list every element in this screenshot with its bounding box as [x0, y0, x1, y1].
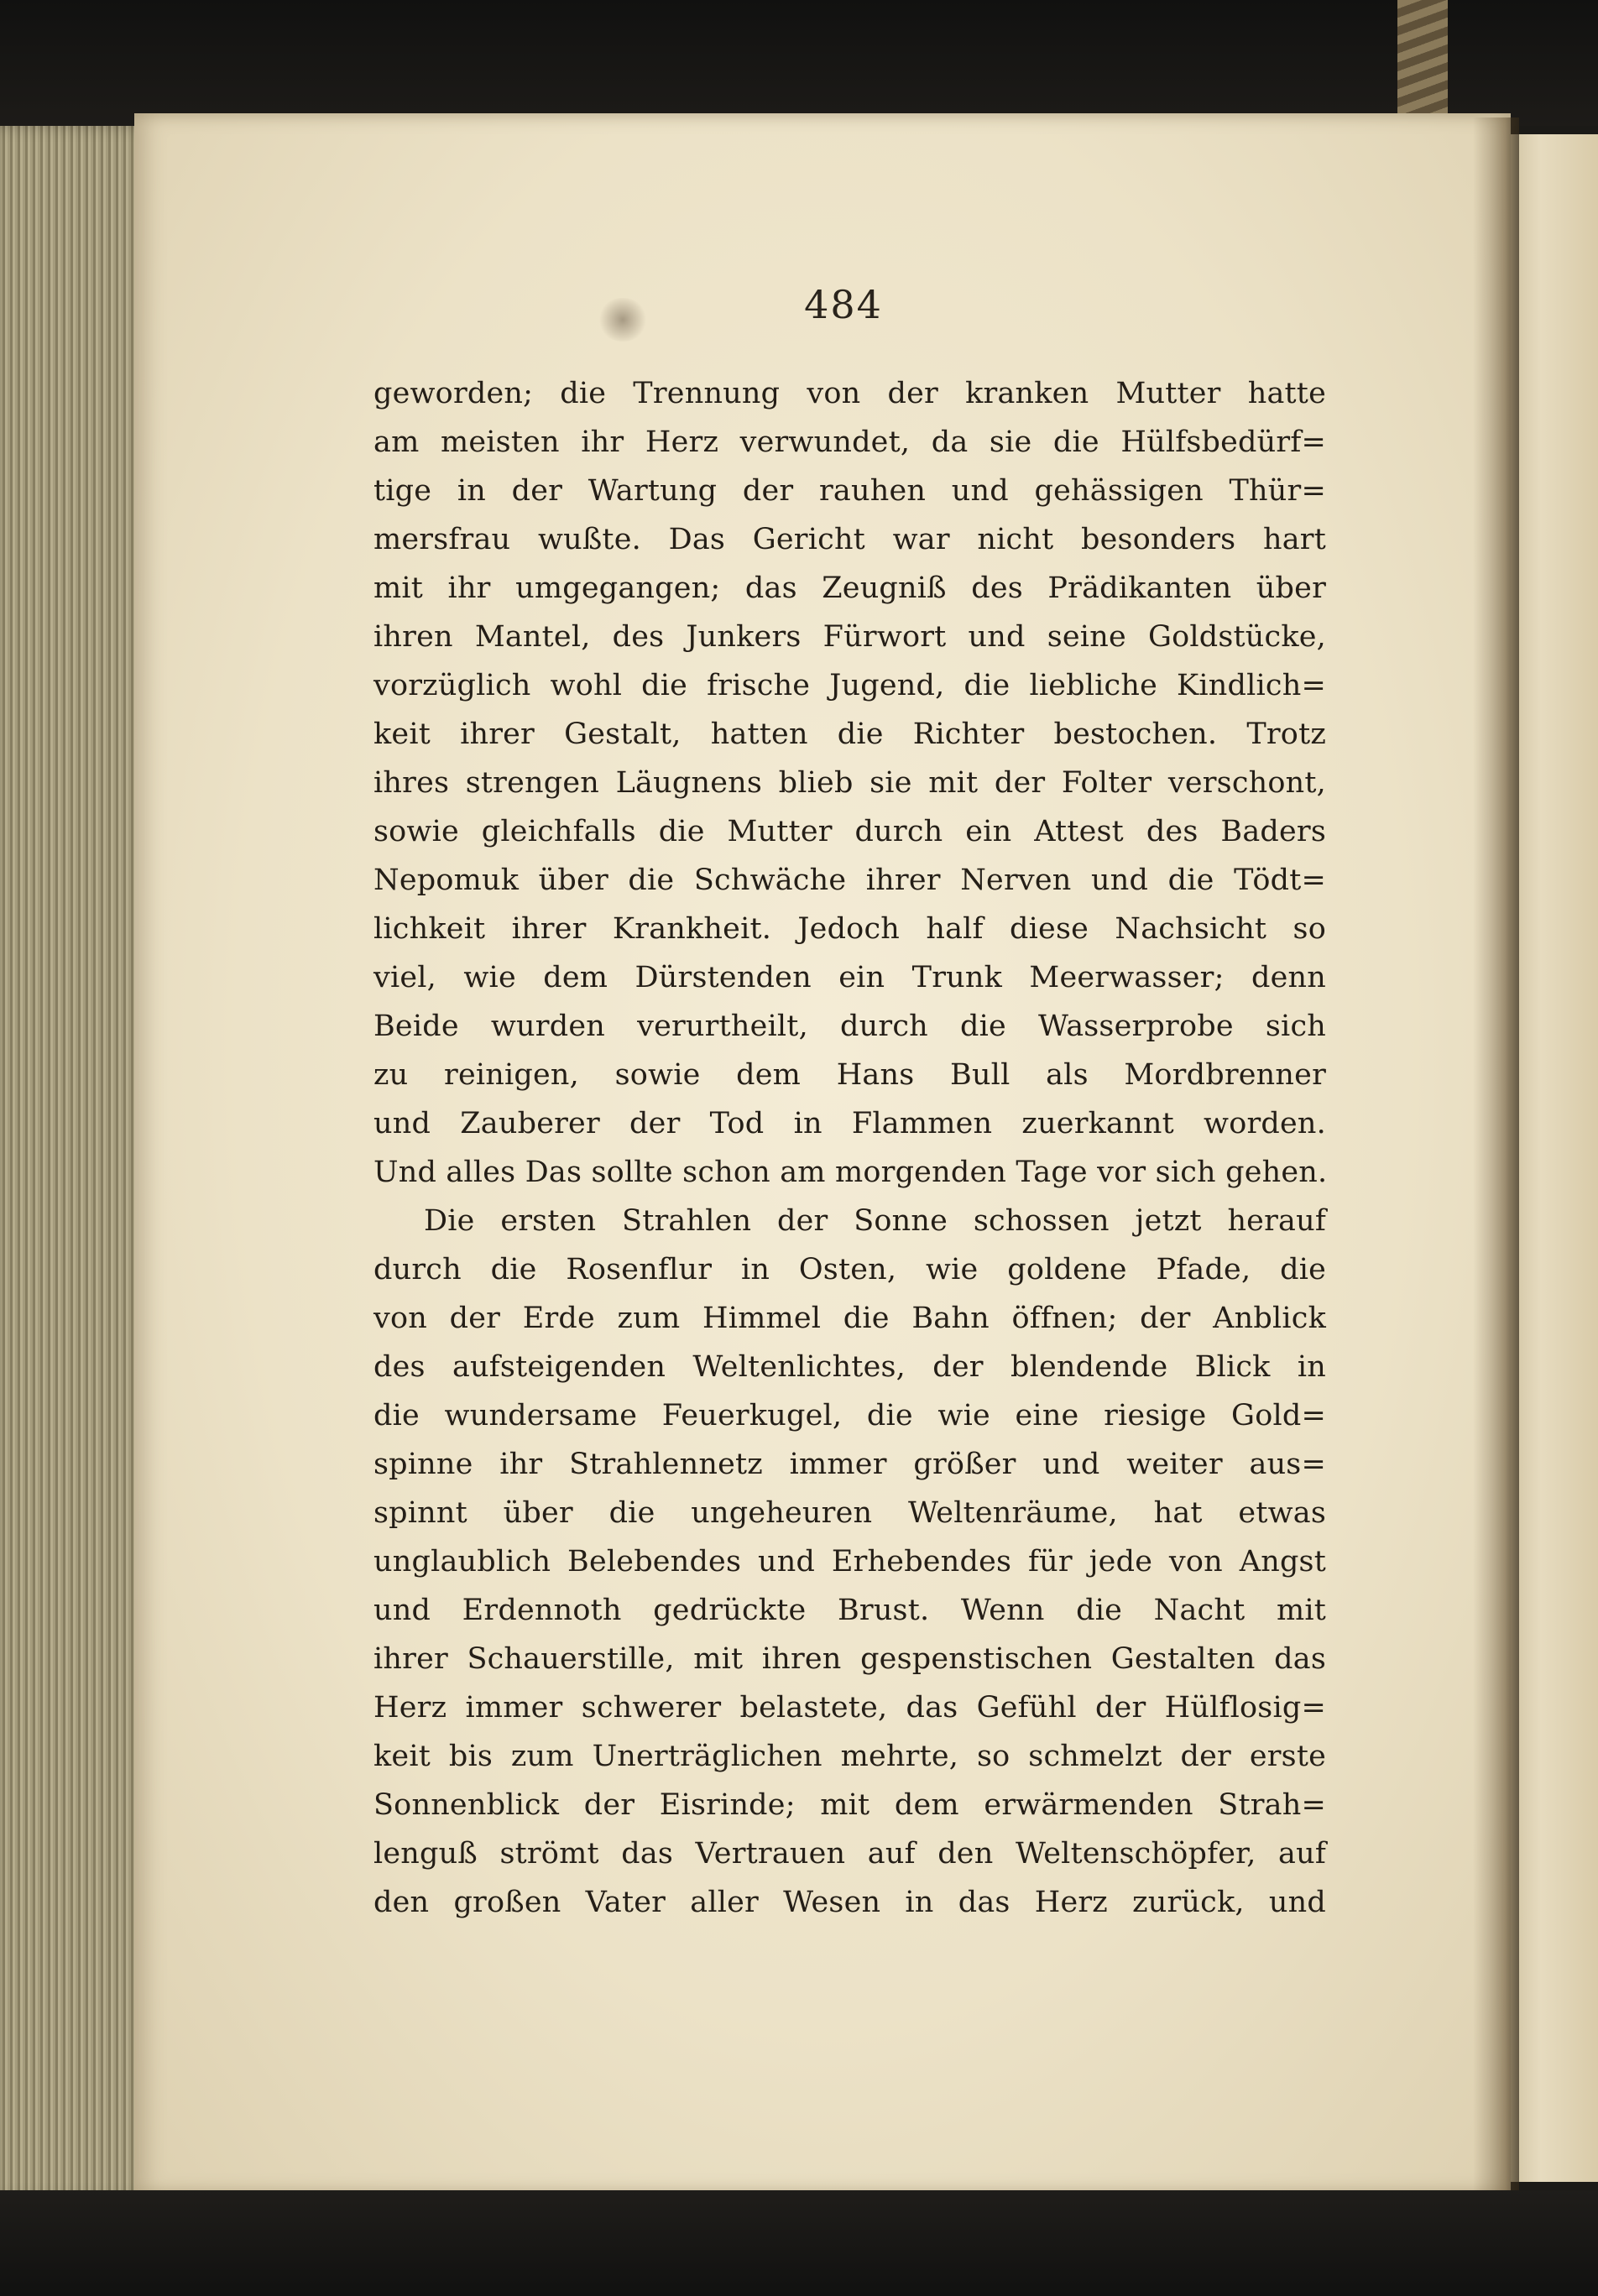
body-text [373, 369, 1326, 1927]
text-line: lichkeit ihrer Krankheit. Jedoch half diese Nachsicht so [373, 912, 1326, 946]
text-line: Die ersten Strahlen der Sonne schossen jetzt herauf [424, 1204, 1326, 1238]
text-line: keit bis zum Unerträglichen mehrte, so schmelzt der erste [373, 1740, 1326, 1773]
text-line: geworden; die Trennung von der kranken Mutter hatte [373, 377, 1326, 410]
text-line: lenguß strömt das Vertrauen auf den Weltenschöpfer, auf [373, 1837, 1326, 1871]
text-line: Sonnenblick der Eisrinde; mit dem erwärmenden Strah= [373, 1788, 1326, 1822]
text-line: spinne ihr Strahlennetz immer größer und weiter aus= [373, 1448, 1326, 1481]
page-number: 484 [804, 282, 883, 327]
text-line: den großen Vater aller Wesen in das Herz zurück, und [373, 1886, 1326, 1919]
text-line: unglaublich Belebendes und Erhebendes für jede von Angst [373, 1545, 1326, 1578]
text-line: Beide wurden verurtheilt, durch die Wasserprobe sich [373, 1010, 1326, 1043]
text-line: viel, wie dem Dürstenden ein Trunk Meerwasser; denn [373, 961, 1326, 994]
text-line: keit ihrer Gestalt, hatten die Richter bestochen. Trotz [373, 718, 1326, 751]
text-line: von der Erde zum Himmel die Bahn öffnen; der Anblick [373, 1302, 1326, 1335]
text-line: mersfrau wußte. Das Gericht war nicht besonders hart [373, 523, 1326, 556]
paper-stain [598, 298, 648, 342]
text-line: und Zauberer der Tod in Flammen zuerkannt worden. [373, 1107, 1326, 1140]
text-line: spinnt über die ungeheuren Weltenräume, hat etwas [373, 1496, 1326, 1530]
text-line: und Erdennoth gedrückte Brust. Wenn die Nacht mit [373, 1594, 1326, 1627]
gutter-shadow [1473, 117, 1519, 2190]
text-line: des aufsteigenden Weltenlichtes, der blendende Blick in [373, 1350, 1326, 1384]
text-line: durch die Rosenflur in Osten, wie goldene Pfade, die [373, 1253, 1326, 1286]
text-line: tige in der Wartung der rauhen und gehässigen Thür= [373, 474, 1326, 508]
text-line: zu reinigen, sowie dem Hans Bull als Mordbrenner [373, 1058, 1326, 1092]
bookmark-ribbon [1397, 0, 1448, 126]
background-bottom [0, 2190, 1598, 2296]
text-line: Nepomuk über die Schwäche ihrer Nerven und die Tödt= [373, 864, 1326, 897]
text-line: ihren Mantel, des Junkers Fürwort und seine Goldstücke, [373, 620, 1326, 654]
text-line: am meisten ihr Herz verwundet, da sie die Hülfsbedürf= [373, 425, 1326, 459]
text-line: Und alles Das sollte schon am morgenden Tage vor sich gehen. [373, 1156, 1328, 1189]
text-line: vorzüglich wohl die frische Jugend, die liebliche Kindlich= [373, 669, 1326, 702]
text-line: sowie gleichfalls die Mutter durch ein Attest des Baders [373, 815, 1326, 848]
background-top [0, 0, 1598, 126]
text-line: ihrer Schauerstille, mit ihren gespenstischen Gestalten das [373, 1642, 1326, 1676]
text-line: Herz immer schwerer belastete, das Gefühl der Hülflosig= [373, 1691, 1326, 1725]
text-line: mit ihr umgegangen; das Zeugniß des Prädikanten über [373, 571, 1326, 605]
text-line: ihres strengen Läugnens blieb sie mit der Folter verschont, [373, 766, 1326, 800]
text-line: die wundersame Feuerkugel, die wie eine riesige Gold= [373, 1399, 1326, 1432]
